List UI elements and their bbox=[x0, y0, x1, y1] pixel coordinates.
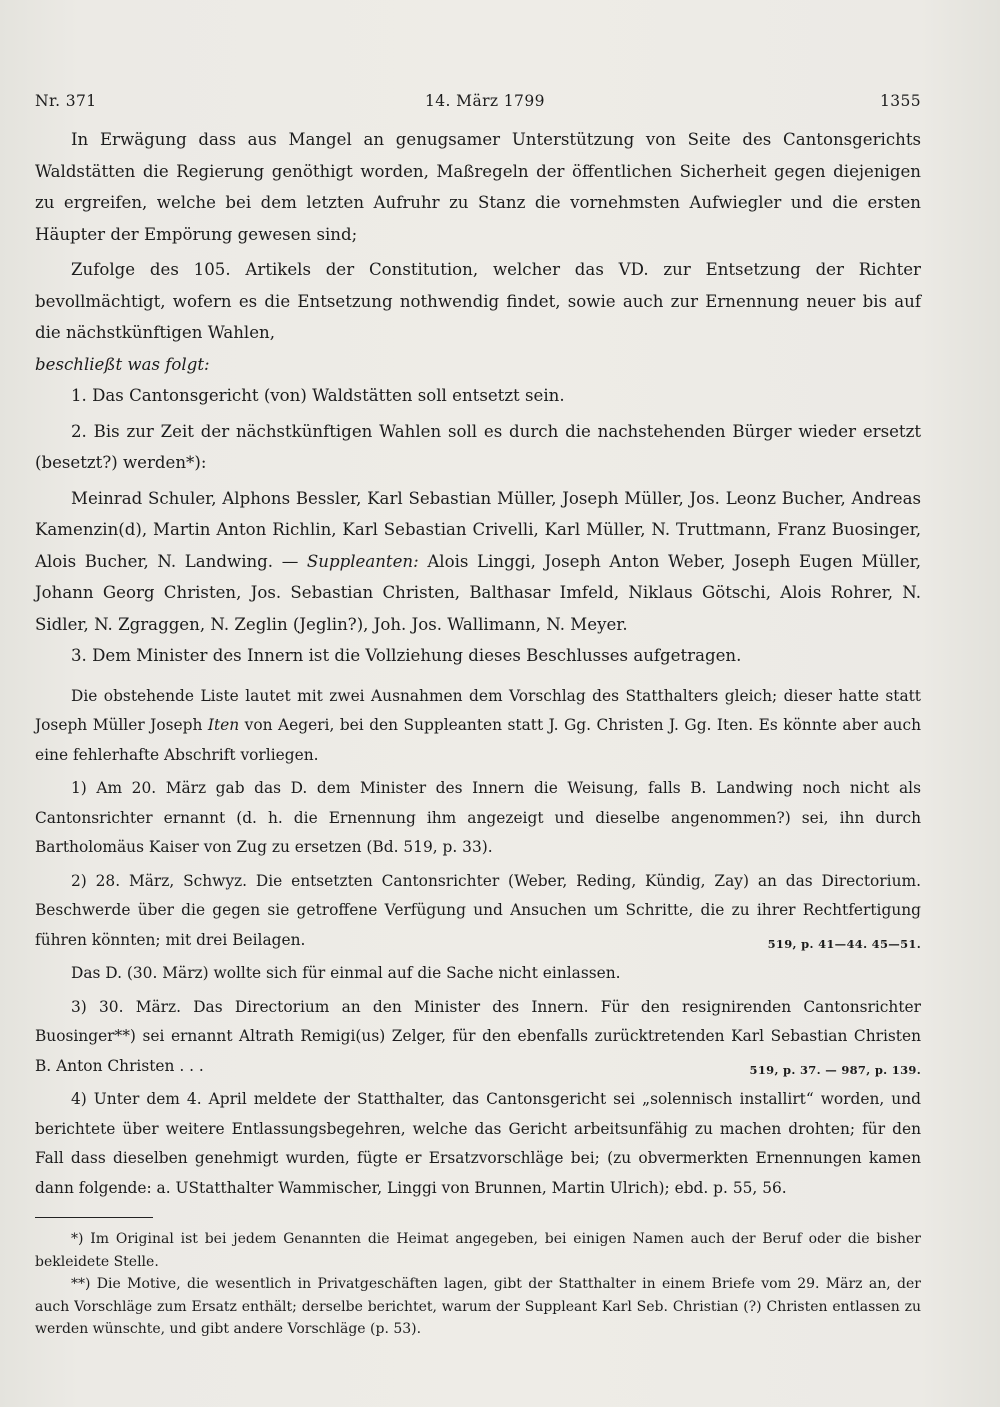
paragraph-pursuant: Zufolge des 105. Artikels der Constitution, welcher das VD. zur Entsetzung der Richter bevollmächtigt, wofern es die Entsetzung nothwendig findet, sowie auch zur Ernennung neuer bis auf die nächstkünftigen Wahlen, bbox=[35, 260, 921, 342]
names-list-judges: Meinrad Schuler, Alphons Bessler, Karl Sebastian Müller, Joseph Müller, Jos. Leonz Bucher, Andreas Kamenzin(d), Martin Anton Richlin, Karl Sebastian Crivelli, Karl Müller, N. Truttmann, Franz Buosinger, Alois Bucher, N. Landwing. — bbox=[35, 488, 921, 571]
resolution-item-2: 2. Bis zur Zeit der nächstkünftigen Wahlen soll es durch die nachstehenden Bürger wieder ersetzt (besetzt?) werden*): bbox=[35, 421, 921, 472]
note-3-reference: 519, p. 37. — 987, p. 139. bbox=[749, 1062, 921, 1077]
page-number: 1355 bbox=[879, 92, 921, 110]
document-number: Nr. 371 bbox=[35, 92, 97, 110]
paragraph-considering: In Erwägung dass aus Mangel an genugsamer Unterstützung von Seite des Cantonsgerichts Waldstätten die Regierung genöthigt worden, Maßregeln der öffentlichen Sicherheit gegen diejenigen zu ergreifen, welche bei dem letzten Aufruhr zu Stanz die vornehmsten Aufwiegler und die ersten Häupter der Empörung gewesen sind; bbox=[35, 130, 921, 244]
page-body bbox=[35, 124, 921, 1341]
note-2: 2) 28. März, Schwyz. Die entsetzten Cantonsrichter (Weber, Reding, Kündig, Zay) an das Directorium. Beschwerde über die gegen sie getroffene Verfügung und Ansuchen um Schritte, die zu ihrer Rechtfertigung führen könnten; mit drei Beilagen. 519, p. 41—44. 45—51. bbox=[35, 867, 921, 956]
footnote-1: *) Im Original ist bei jedem Genannten die Heimat angegeben, bei einigen Namen auch der Beruf oder die bisher bekleidete Stelle. bbox=[35, 1231, 921, 1270]
names-list-label: Suppleanten: bbox=[306, 551, 419, 571]
note-list-comparison: Die obstehende Liste lautet mit zwei Ausnahmen dem Vorschlag des Statthalters gleich; dieser hatte statt Joseph Müller Joseph Iten von Aegeri, bei den Suppleanten statt J. Gg. Christen J. Gg. Iten. Es könnte aber auch eine fehlerhafte Abschrift vorliegen. bbox=[35, 686, 922, 764]
resolution-item-3: 3. Dem Minister des Innern ist die Vollziehung dieses Beschlusses aufgetragen. bbox=[71, 646, 742, 665]
footnote-divider bbox=[35, 1217, 153, 1218]
note-3: 3) 30. März. Das Directorium an den Minister des Innern. Für den resignirenden Cantonsrichter Buosinger**) sei ernannt Altrath Remigi(us) Zelger, für den ebenfalls zurücktretenden Karl Sebastian Christen B. Anton Christen . . . 519, p. 37. — 987, p. 139. bbox=[35, 993, 921, 1082]
note-2-reference: 519, p. 41—44. 45—51. bbox=[767, 936, 921, 951]
names-list-substitutes: Alois Linggi, Joseph Anton Weber, Joseph Eugen Müller, Johann Georg Christen, Jos. Sebastian Christen, Balthasar Imfeld, Niklaus Götschi, Alois Rohrer, N. Sidler, N. Zgraggen, N. Zeglin (Jeglin?), Joh. Jos. Wallimann, N. Meyer. bbox=[35, 551, 921, 634]
note-italic-name: Iten bbox=[207, 716, 240, 734]
resolution-heading: beschließt was folgt: bbox=[35, 354, 210, 374]
resolution-item-1: 1. Das Cantonsgericht (von) Waldstätten soll entsetzt sein. bbox=[71, 386, 565, 405]
document-date: 14. März 1799 bbox=[425, 92, 545, 110]
names-list bbox=[35, 483, 921, 641]
note-4: 4) Unter dem 4. April meldete der Statthalter, das Cantonsgericht sei „solennisch installirt“ worden, und berichtete über weitere Entlassungsbegehren, welche das Gericht arbeitsunfähig zu machen drohten; für den Fall dass dieselben genehmigt wurden, fügte er Ersatzvorschläge bei; (zu obvermerkten Ernennungen kamen dann folgende: a. UStatthalter Wammischer, Linggi von Brunnen, Martin Ulrich); ebd. p. 55, 56. bbox=[35, 1090, 921, 1197]
note-2-follow-up: Das D. (30. März) wollte sich für einmal auf die Sache nicht einlassen. bbox=[71, 964, 621, 982]
page-header bbox=[35, 92, 921, 116]
footnote-2: **) Die Motive, die wesentlich in Privatgeschäften lagen, gibt der Statthalter in einem Briefe vom 29. März an, der auch Vorschläge zum Ersatz enthält; derselbe berichtet, warum der Suppleant Karl Seb. Christian (?) Christen entlassen zu werden wünschte, und gibt andere Vorschläge (p. 53). bbox=[35, 1276, 921, 1337]
note-1: 1) Am 20. März gab das D. dem Minister des Innern die Weisung, falls B. Landwing noch nicht als Cantonsrichter ernannt (d. h. die Ernennung ihm angezeigt und dieselbe angenommen?) sei, ihn durch Bartholomäus Kaiser von Zug zu ersetzen (Bd. 519, p. 33). bbox=[35, 779, 921, 856]
